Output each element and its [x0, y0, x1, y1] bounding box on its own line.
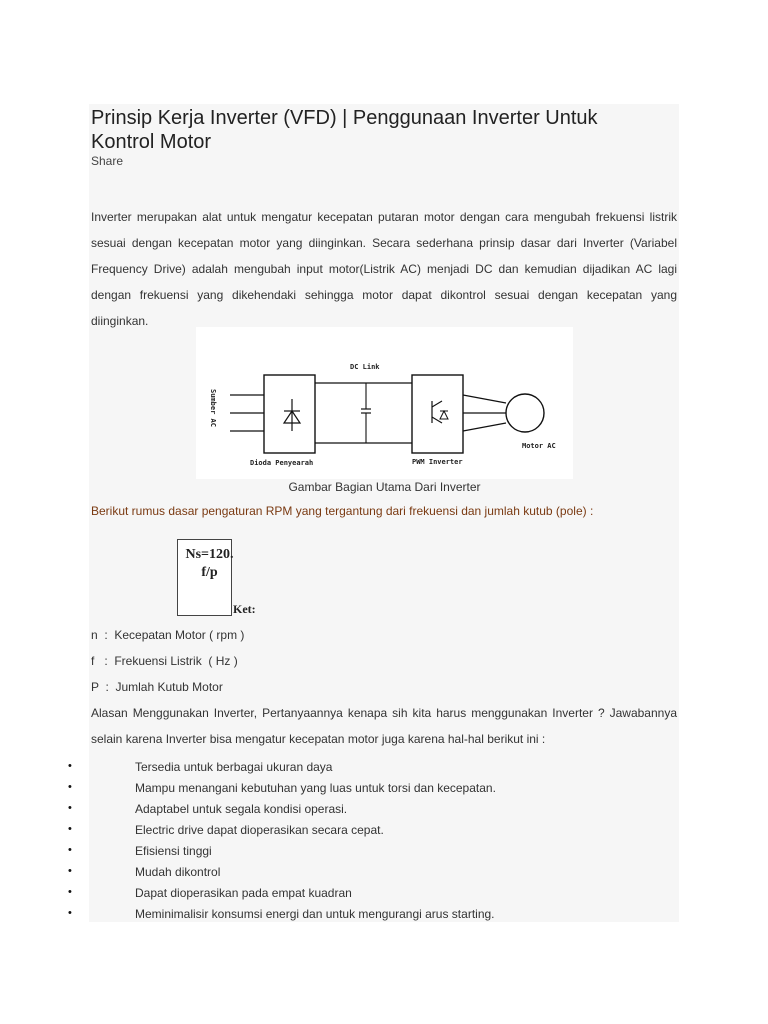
bullet-icon: •	[68, 802, 72, 814]
bullet-icon: •	[68, 886, 72, 898]
formula-box	[177, 539, 232, 616]
bullet-icon: •	[68, 907, 72, 919]
legend-item: n : Kecepatan Motor ( rpm )	[91, 628, 245, 642]
ket-label: Ket:	[233, 602, 256, 616]
legend-item: P : Jumlah Kutub Motor	[91, 680, 223, 694]
share-link[interactable]: Share	[91, 154, 124, 168]
formula-line-1: Ns=120.	[185, 547, 234, 562]
intro-paragraph: Inverter merupakan alat untuk mengatur kecepatan putaran motor dengan cara mengubah frekuensi listrik sesuai dengan kecepatan motor yang diinginkan. Secara sederhana prinsip dasar dari Inverter (Variabel Frequency Drive) adalah mengubah input motor(Listrik AC) menjadi DC dan kemudian dijadikan AC lagi dengan frekuensi yang dikehendaki sehingga motor dapat dikontrol sesuai dengan kecepatan yang diinginkan.	[91, 210, 677, 328]
legend-item: f : Frekuensi Listrik ( Hz )	[91, 654, 238, 668]
bullet-icon: •	[68, 781, 72, 793]
inverter-diagram	[196, 327, 573, 479]
reasons-intro-paragraph: Alasan Menggunakan Inverter, Pertanyaannya kenapa sih kita harus menggunakan Inverter ? Jawabannya selain karena Inverter bisa mengatur kecepatan motor juga karena hal-hal berikut ini :	[91, 706, 677, 746]
diagram-label-inverter: PWM Inverter	[412, 458, 463, 466]
formula-intro: Berikut rumus dasar pengaturan RPM yang tergantung dari frekuensi dan jumlah kutub (pole) :	[91, 504, 594, 518]
diagram-label-dc-link: DC Link	[350, 363, 380, 371]
bullet-icon: •	[68, 760, 72, 772]
diagram-label-motor: Motor AC	[522, 442, 556, 450]
page-title: Prinsip Kerja Inverter (VFD) | Penggunaan Inverter Untuk Kontrol Motor	[91, 107, 598, 153]
bullet-icon: •	[68, 844, 72, 856]
bullet-icon: •	[68, 823, 72, 835]
formula-line-2: f/p	[201, 565, 218, 580]
bullet-icon: •	[68, 865, 72, 877]
diagram-label-rectifier: Dioda Penyearah	[250, 459, 314, 467]
figure-caption: Gambar Bagian Utama Dari Inverter	[288, 480, 481, 494]
diagram-label-source: Sumber AC	[209, 389, 217, 427]
